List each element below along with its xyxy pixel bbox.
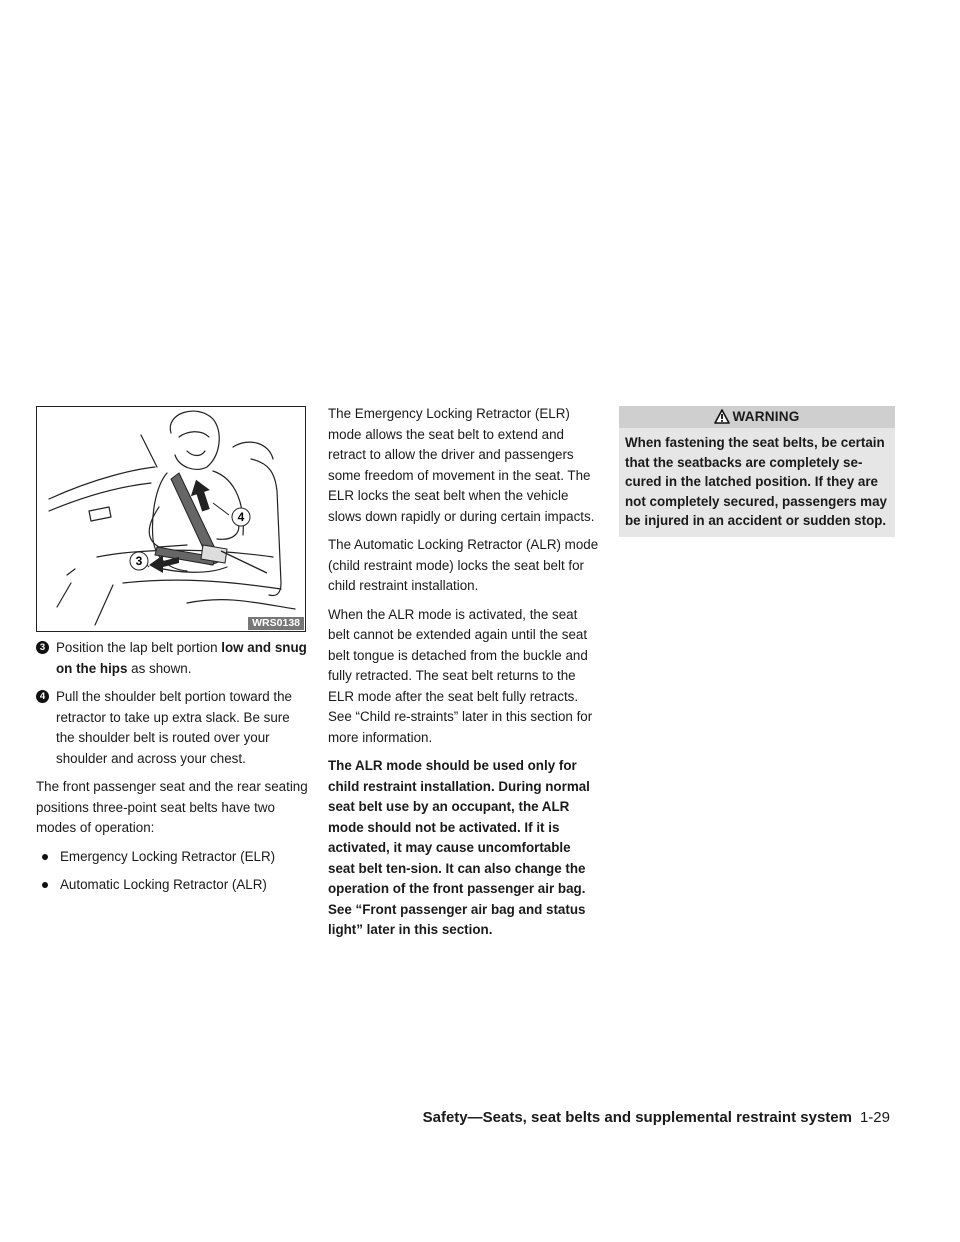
column-left <box>36 406 308 904</box>
step-3-bold: low and snug on the hips <box>56 640 307 676</box>
warning-title: WARNING <box>732 409 800 424</box>
step-3-tail: as shown. <box>127 660 192 676</box>
page-number: 1-29 <box>859 1109 890 1126</box>
step-4 <box>36 687 308 769</box>
figure-code: WRS0138 <box>248 617 304 630</box>
step-3-number: 3 <box>36 641 49 654</box>
modes-paragraph: The front passenger seat and the rear seating positions three-point seat belts have two modes of operation: <box>36 779 308 835</box>
warning-text: When fastening the seat belts, be certain that the seatbacks are completely se-cured in the latched position. If they are not completely secured, passengers may be injured in an accident or sudden stop. <box>625 435 887 528</box>
seat-belt-illustration <box>37 407 305 631</box>
alr-activated-paragraph: When the ALR mode is activated, the seat belt cannot be extended again until the seat belt tongue is detached from the buckle and fully retracted. The seat belt returns to the ELR mode after the seat belt fully retracts. See “Child re-straints” later in this section for more information. <box>328 606 593 745</box>
alr-paragraph: The Automatic Locking Retractor (ALR) mode (child restraint mode) locks the seat belt for child restraint installation. <box>328 537 599 593</box>
page-footer <box>423 1108 890 1129</box>
step-3 <box>36 638 308 679</box>
seat-belt-figure <box>36 406 306 632</box>
list-item <box>36 847 308 868</box>
section-title: Safety—Seats, seat belts and supplemental restraint system <box>422 1109 852 1126</box>
bullet-icon <box>42 882 48 888</box>
column-right <box>619 406 895 537</box>
step-4-text: Pull the shoulder belt portion toward the retractor to take up extra slack. Be sure the shoulder belt is routed over your shoulder and across your chest. <box>56 689 292 766</box>
step-3-text: Position the lap belt portion <box>56 640 222 655</box>
warning-header <box>619 406 895 428</box>
modes-list <box>36 847 308 896</box>
alr-caution-paragraph: The ALR mode should be used only for child restraint installation. During normal seat belt use by an occupant, the ALR mode should not be activated. If it is activated, it may cause uncomfortable seat belt ten-sion. It can also change the operation of the front passenger air bag. See “Front passenger air bag and status light” later in this section. <box>328 758 590 937</box>
callout-3: 3 <box>135 554 143 568</box>
step-4-number: 4 <box>36 690 49 703</box>
list-item-text: Automatic Locking Retractor (ALR) <box>60 877 267 892</box>
list-item-text: Emergency Locking Retractor (ELR) <box>60 848 276 864</box>
list-item <box>36 875 308 896</box>
callout-4: 4 <box>237 510 245 524</box>
column-middle <box>328 404 600 949</box>
warning-icon <box>714 409 730 424</box>
bullet-icon <box>42 854 48 860</box>
warning-box <box>619 406 895 537</box>
elr-paragraph: The Emergency Locking Retractor (ELR) mode allows the seat belt to extend and retract to allow the driver and passengers some freedom of movement in the seat. The ELR locks the seat belt when the vehicle slows down rapidly or during certain impacts. <box>328 406 595 524</box>
